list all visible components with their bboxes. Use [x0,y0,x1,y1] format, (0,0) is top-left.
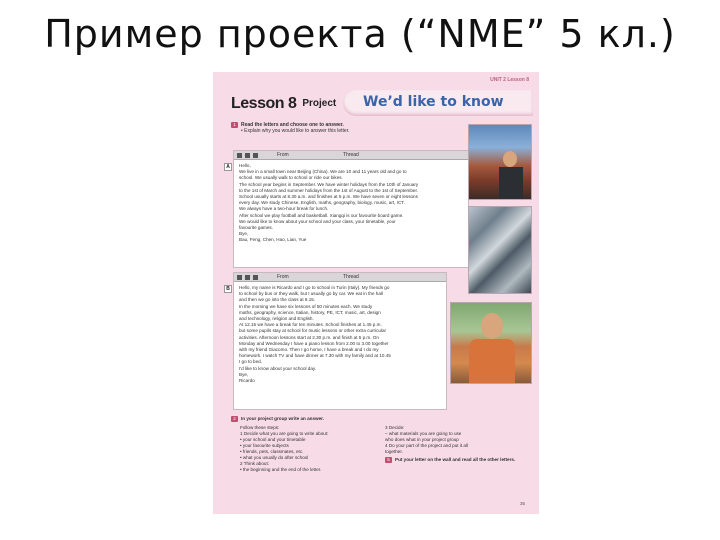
email-a-line: We would like to know about your school and your class, your timetable, your [239,218,396,224]
flag-icon [253,275,258,280]
email-a-line: every day. We study Chinese, English, maths, geography, biology, music, art, ICT. [239,200,405,206]
task-2-final-number: 5 [385,457,392,463]
email-b-line: and then we go into the class at 8.15. [239,297,316,303]
email-b-tag: B [224,285,232,293]
email-a-line: We always have a two-hour break for lunch. [239,206,329,212]
email-b-line: Monday and Wednesday I have a piano lesson from 2.00 to 3.00 together [239,340,389,346]
task-2-step: • what you usually do after school [240,455,309,460]
task-2-right-column [381,425,531,473]
email-b-from-label: From [277,274,289,280]
unit-label: UNIT 2 Lesson 8 [490,77,529,83]
lesson-type: Project [302,98,337,109]
lesson-banner [343,90,533,116]
task-2-step: • your school and your timetable [240,437,306,442]
email-b-line: activities. Afternoon lessons start at 2.30 p.m. and finish at 5 p.m. On [239,334,379,340]
email-b-line: I'd like to know about your school day. [239,365,317,371]
task-2-step: • your favourite subjects [240,443,289,448]
task-2-intro: Follow these steps: [240,425,280,430]
flag-icon [253,153,258,158]
task-2-step: together. [385,449,403,454]
email-b-line: In the morning we have six lessons of 50 minutes each. We study [239,303,373,309]
email-a-from-label: From [277,152,289,158]
email-a-line: Hello, [239,163,251,168]
photo-china-street [468,124,532,200]
task-1-title: Read the letters and choose one to answer. [241,122,344,128]
task-2-step: • friends, pets, classmates, etc. [240,449,304,454]
slide-title: Пример проекта (“NME” 5 кл.) [44,12,676,56]
email-a-line: After school we play football and basketball. Xiangqi is our favourite board game. [239,212,404,218]
email-a-line: favourite games. [239,225,273,231]
task-1-number: 1 [231,122,238,128]
task-2-step: 3 Decide: [385,425,405,430]
email-a-body [234,160,468,247]
email-b-line: Ricardo [239,378,255,384]
email-b-line: Bye, [239,371,249,377]
email-b [226,272,447,410]
email-b-line: but some pupils stay at school for music lessons or other extra curricular [239,328,387,334]
task-2 [231,416,531,473]
task-1 [231,122,461,134]
email-b-line: to school by bus or they walk, but I usually go by car. We eat in the hall [239,291,383,297]
lesson-header [231,94,336,113]
task-2-final-step [385,457,531,463]
email-a-thread-label: Thread [343,152,359,158]
email-b-toolbar [234,273,446,282]
task-2-left-column [231,425,381,473]
email-b-line: homework. I watch TV and have dinner at 7.30 with my family and at 10.45 [239,353,391,359]
email-a [226,150,469,268]
email-b-line: and technology, religion and English. [239,316,314,322]
email-b-line: Hello, my name is Ricardo and I go to school in Turin (Italy). My friends go [239,285,390,290]
task-2-step: • the beginning and the end of the letter. [240,467,322,472]
email-a-line: Bau, Feng, Chen, Hao, Lian, Yue [239,237,307,243]
email-a-line: to the 1st of March and summer holidays from the 1st of August to the 1st of September. [239,187,418,193]
attach-icon [245,153,250,158]
task-2-step: 2 Think about: [240,461,270,466]
email-a-line: We live in a small town near Beijing (China). We are 10 and 11 years old and go to [239,169,407,175]
photo-boy [450,302,532,384]
email-b-line: I go to bed. [239,359,262,365]
email-a-line: Bye, [239,231,249,237]
task-2-final-text: Put your letter on the wall and read all the other letters. [395,457,516,462]
task-2-step: 4 Do your part of the project and put it all [385,443,468,448]
photo-bicycles [468,206,532,294]
email-a-line: school. We usually walk to school or ride our bikes. [239,175,343,181]
mail-icon [237,275,242,280]
email-b-thread-label: Thread [343,274,359,280]
task-2-step: who does what in your project group [385,437,459,442]
lesson-number: Lesson 8 [231,94,297,112]
email-b-body [234,282,446,387]
attach-icon [245,275,250,280]
mail-icon [237,153,242,158]
task-2-step: – what materials you are going to use [385,431,462,436]
task-2-title: In your project group write an answer. [241,416,324,421]
email-b-line: maths, geography, science, Italian, history, PE, ICT, music, art, design [239,309,381,315]
email-b-line: with my friend Giacomo. Then I go home, I have a break and I do my [239,347,379,353]
task-2-step: 1 Decide what you are going to write about: [240,431,329,436]
banner-title: We’d like to know [363,94,504,110]
task-2-number: 2 [231,416,238,422]
email-a-toolbar [234,151,468,160]
email-a-line: School usually starts at 8.30 a.m. and finishes at 5 p.m. We have seven or eight lessons [239,194,418,200]
textbook-page [213,72,539,514]
email-b-line: At 12.15 we have a break for ten minutes. School finishes at 1.45 p.m. [239,322,382,328]
task-1-subtitle: • Explain why you would like to answer this letter. [241,128,350,134]
email-a-line: The school year begins in September. We have winter holidays from the 10th of January [239,181,419,187]
page-number: 35 [519,501,525,506]
email-a-tag: A [224,163,232,171]
